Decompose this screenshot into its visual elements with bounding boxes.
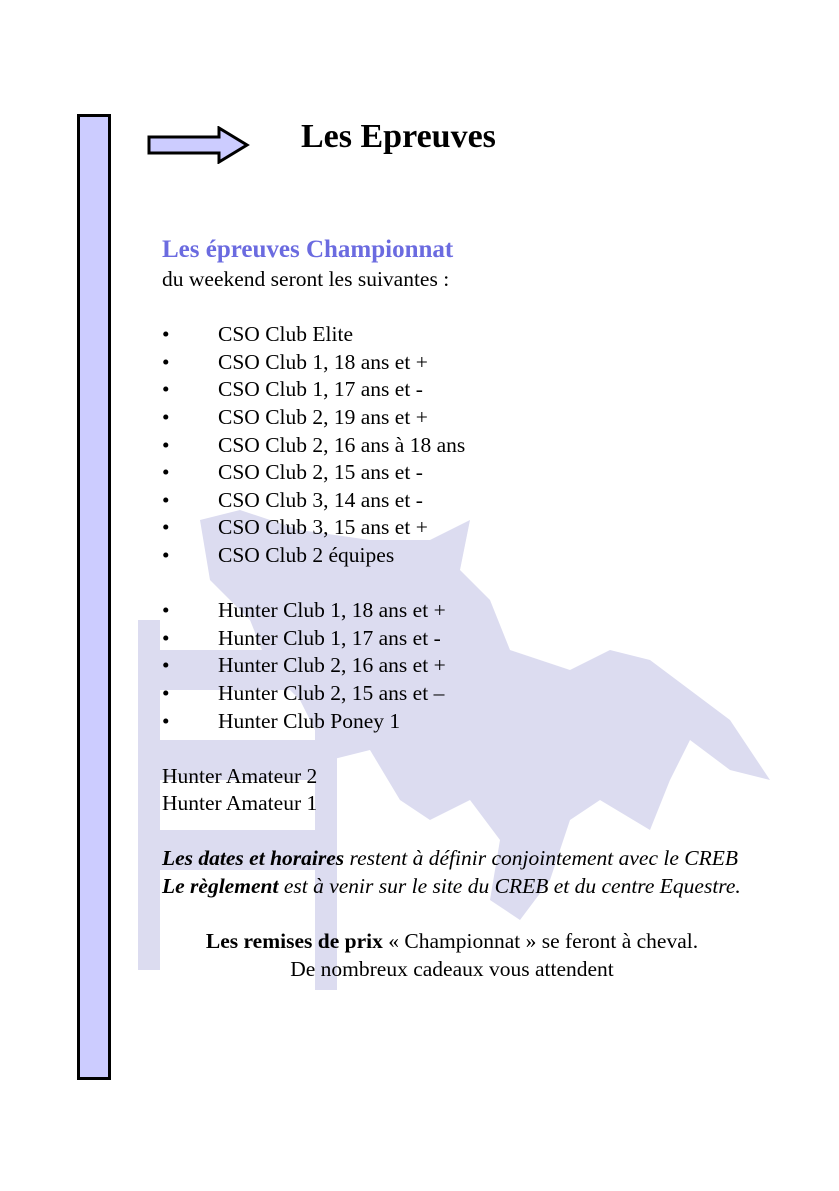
- list-item: • CSO Club 2, 15 ans et -: [162, 459, 742, 487]
- dates-rest: restent à définir conjointement avec le CREB: [344, 846, 739, 871]
- list-item: • CSO Club 1, 18 ans et +: [162, 349, 742, 377]
- reglement-bold: Le règlement: [162, 874, 279, 899]
- list-item: • Hunter Club 1, 17 ans et -: [162, 625, 742, 653]
- amateur-line: Hunter Amateur 2: [162, 763, 318, 788]
- list-item: • CSO Club 2, 19 ans et +: [162, 404, 742, 432]
- list-item: • CSO Club 2 équipes: [162, 542, 742, 570]
- list-item: • Hunter Club Poney 1: [162, 708, 742, 736]
- left-decorative-bar: [77, 114, 111, 1080]
- content-block: [162, 234, 742, 983]
- dates-paragraph: [162, 845, 742, 873]
- list-item: • Hunter Club 2, 16 ans et +: [162, 652, 742, 680]
- prizes-line2: De nombreux cadeaux vous attendent: [290, 956, 614, 981]
- hunter-list: [162, 597, 742, 735]
- intro-text: du weekend seront les suivantes :: [162, 267, 450, 291]
- prizes-bold: Les remises de prix: [205, 929, 383, 954]
- list-item: • Hunter Club 2, 15 ans et –: [162, 680, 742, 708]
- list-item: • CSO Club 2, 16 ans à 18 ans: [162, 432, 742, 460]
- reglement-paragraph: [162, 873, 742, 901]
- reglement-rest: est à venir sur le site du CREB et du centre Equestre.: [278, 874, 741, 899]
- list-item: • CSO Club 3, 15 ans et +: [162, 514, 742, 542]
- amateur-line: Hunter Amateur 1: [162, 791, 318, 816]
- list-item: • CSO Club Elite: [162, 321, 742, 349]
- cso-list: [162, 321, 742, 569]
- list-item: • Hunter Club 1, 18 ans et +: [162, 597, 742, 625]
- prizes-paragraph: [162, 928, 742, 956]
- section-subtitle: Les épreuves Championnat: [162, 236, 454, 263]
- list-item: • CSO Club 1, 17 ans et -: [162, 376, 742, 404]
- right-arrow-icon: [147, 126, 251, 164]
- prizes-rest: « Championnat » se feront à cheval.: [382, 929, 699, 954]
- page-title: Les Epreuves: [301, 118, 496, 155]
- list-item: • CSO Club 3, 14 ans et -: [162, 487, 742, 515]
- dates-bold: Les dates et horaires: [162, 846, 345, 871]
